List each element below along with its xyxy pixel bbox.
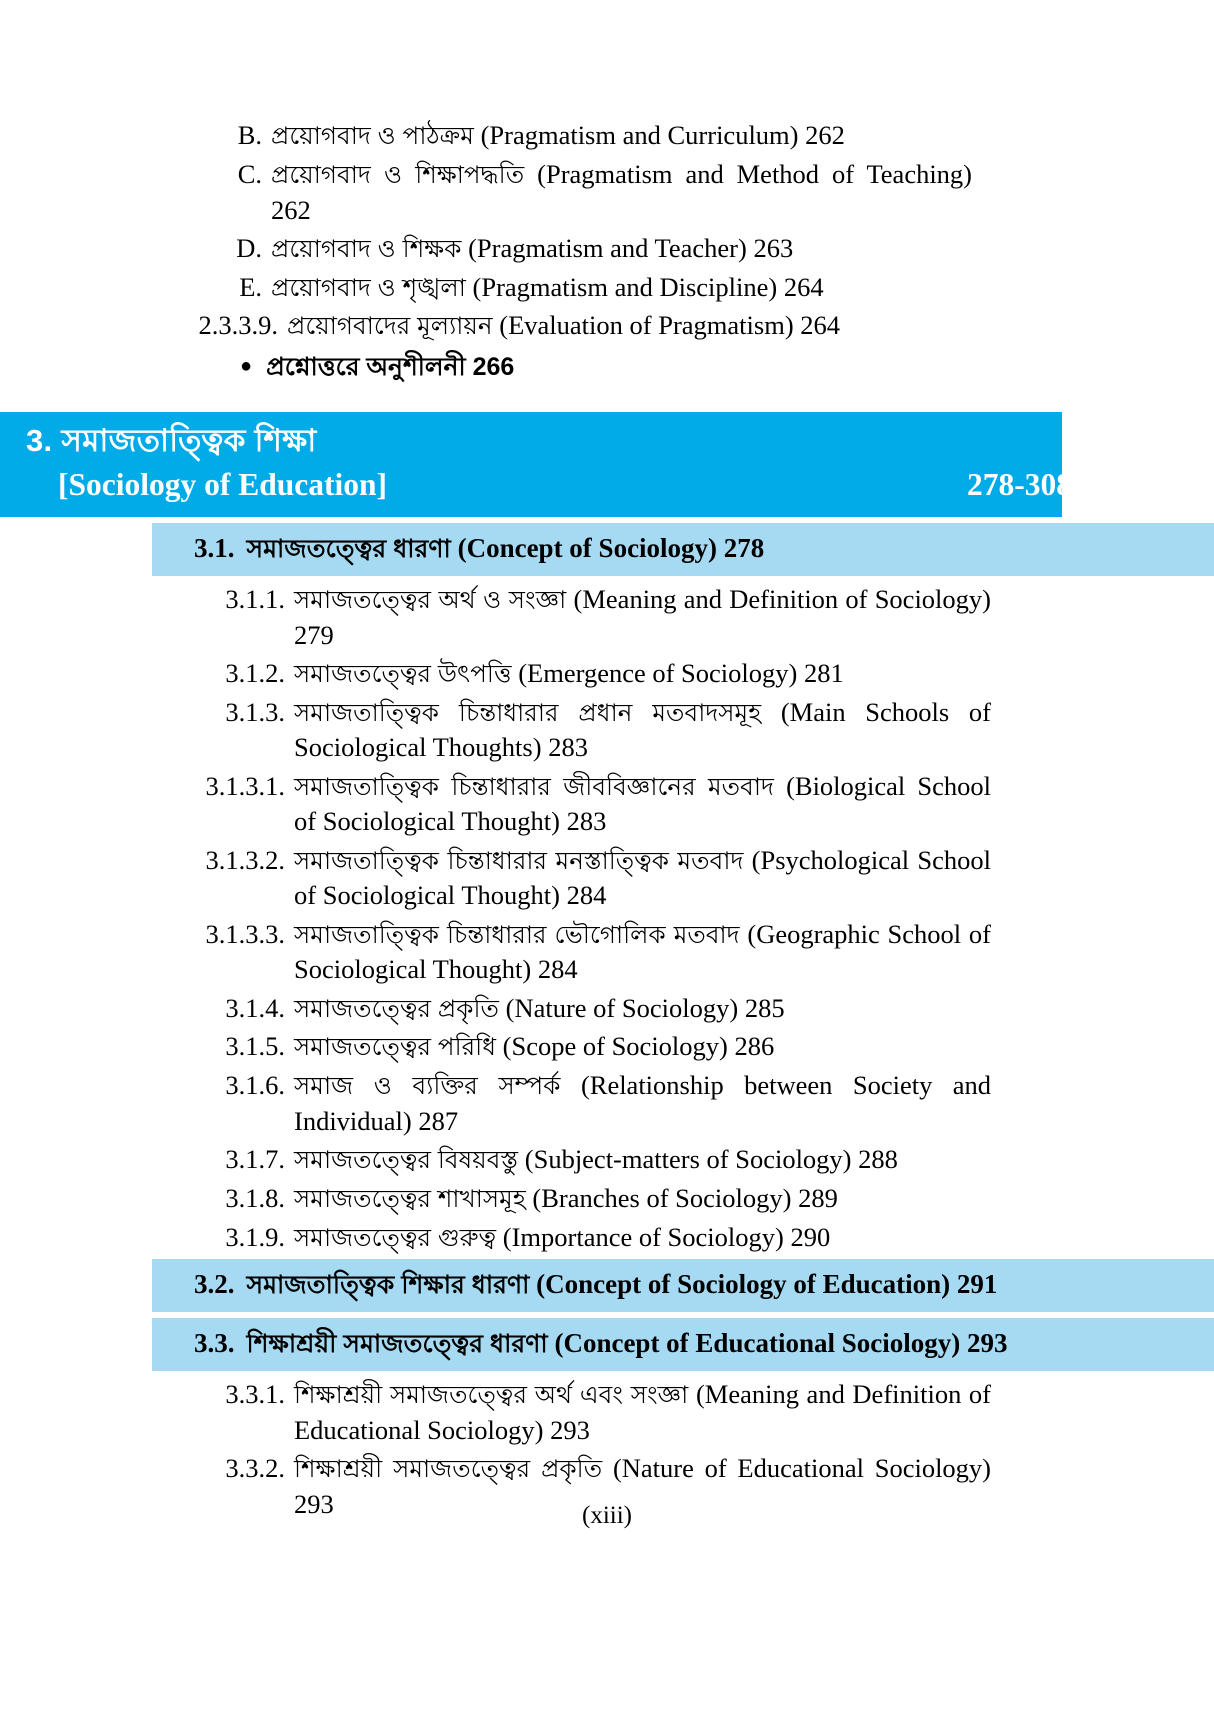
toc-entry-bengali: সমাজতাত্ত্বিক চিন্তাধারার জীববিজ্ঞানের মতবাদ bbox=[294, 773, 774, 801]
toc-entry-text bbox=[294, 1068, 1214, 1139]
toc-entry-text bbox=[294, 843, 1214, 914]
toc-entry-text bbox=[271, 231, 1214, 267]
toc-entry-english: (Psychological School of Sociological Thought) bbox=[294, 844, 992, 911]
chapter-page-range: 278-308 bbox=[967, 467, 1072, 503]
toc-entry[interactable] bbox=[0, 1068, 1214, 1139]
toc-entry-bengali: সমাজতত্ত্বের শাখাসমূহ bbox=[294, 1185, 526, 1213]
toc-entry-english: (Pragmatism and Discipline) bbox=[472, 271, 778, 302]
toc-entry-bengali: সমাজতত্ত্বের পরিধি bbox=[294, 1034, 497, 1062]
toc-entry-text bbox=[294, 991, 1214, 1027]
toc-entry-number: 3.1.3. bbox=[225, 696, 285, 727]
toc-entry-english: (Evaluation of Pragmatism) bbox=[499, 310, 794, 341]
toc-entry-bengali: প্রয়োগবাদের মূল্যায়ন bbox=[287, 313, 493, 341]
toc-entry-number: 3.1.5. bbox=[225, 1031, 285, 1062]
toc-entry-number: 3.1.6. bbox=[225, 1070, 285, 1101]
toc-entry-english: (Pragmatism and Curriculum) bbox=[480, 120, 799, 150]
toc-entry-page: 283 bbox=[566, 806, 607, 837]
toc-entry[interactable] bbox=[0, 1142, 1214, 1178]
toc-entry-page: 262 bbox=[805, 120, 845, 150]
section-number: 3.3. bbox=[194, 1328, 235, 1359]
section-english: (Concept of Educational Sociology) bbox=[554, 1328, 961, 1359]
toc-entry-english: (Importance of Sociology) bbox=[502, 1221, 784, 1252]
toc-entry-page: 262 bbox=[271, 194, 311, 225]
section-bengali: সমাজতাত্ত্বিক শিক্ষার ধারণা bbox=[246, 1271, 530, 1300]
toc-entry-bengali: সমাজতত্ত্বের অর্থ ও সংজ্ঞা bbox=[294, 586, 567, 614]
toc-entry-bengali: প্রয়োগবাদ ও শিক্ষক bbox=[271, 235, 462, 263]
toc-entry-page: 287 bbox=[418, 1105, 459, 1136]
toc-entry-bengali: সমাজতত্ত্বের গুরুত্ব bbox=[294, 1224, 497, 1252]
toc-entry-number: 3.1.4. bbox=[225, 992, 285, 1023]
toc-entry[interactable] bbox=[0, 308, 1214, 344]
section-text bbox=[247, 530, 1175, 567]
toc-entry-number: C. bbox=[237, 158, 262, 189]
toc-section-bar[interactable] bbox=[152, 1318, 1214, 1371]
toc-entry-number: 3.1.2. bbox=[225, 657, 285, 688]
toc-entry-number: 3.3.1. bbox=[225, 1378, 285, 1409]
toc-entry-number: 3.1.8. bbox=[225, 1182, 285, 1213]
toc-entry-page: 286 bbox=[734, 1031, 775, 1062]
toc-entry-page: 293 bbox=[294, 1488, 334, 1519]
toc-entry-text bbox=[294, 1142, 1214, 1178]
toc-entry-page: 284 bbox=[566, 880, 607, 911]
toc-entry-english: (Branches of Sociology) bbox=[532, 1182, 792, 1213]
toc-entry[interactable] bbox=[0, 1029, 1214, 1065]
toc-entry[interactable] bbox=[0, 270, 1214, 306]
toc-entry-number: B. bbox=[237, 120, 262, 150]
chapter-title-english: [Sociology of Education] bbox=[58, 467, 388, 503]
toc-entry-number: D. bbox=[236, 232, 262, 263]
toc-entry[interactable] bbox=[0, 1181, 1214, 1217]
section-number: 3.2. bbox=[194, 1269, 235, 1300]
toc-entry-english: (Nature of Sociology) bbox=[505, 992, 739, 1023]
toc-entry-page: 264 bbox=[783, 271, 824, 302]
toc-entry-bengali: সমাজতাত্ত্বিক চিন্তাধারার ভৌগোলিক মতবাদ bbox=[294, 921, 740, 949]
exercise-bullet-text: প্রশ্নোত্তরে অনুশীলনী 266 bbox=[266, 353, 515, 382]
toc-entry-number: 3.1.1. bbox=[225, 583, 285, 614]
toc-entry-page: 290 bbox=[790, 1221, 831, 1252]
toc-top-group bbox=[0, 118, 1214, 344]
toc-entry[interactable] bbox=[0, 656, 1214, 692]
section-text bbox=[247, 1266, 1175, 1303]
toc-entry-bengali: প্রয়োগবাদ ও শিক্ষাপদ্ধতি bbox=[271, 161, 525, 189]
toc-entry-page: 283 bbox=[548, 732, 588, 763]
section-text bbox=[247, 1325, 1175, 1362]
toc-entry-page: 284 bbox=[537, 954, 578, 985]
toc-entry-page: 264 bbox=[800, 310, 841, 341]
toc-entry-text bbox=[294, 695, 1214, 766]
toc-entry-number: E. bbox=[239, 271, 262, 302]
toc-entry-text bbox=[271, 118, 1214, 154]
toc-entry-english: (Biological School of Sociological Thought) bbox=[294, 770, 992, 837]
section-page: 293 bbox=[966, 1328, 1008, 1359]
toc-entry-number: 3.1.3.2. bbox=[205, 844, 285, 875]
toc-entry[interactable] bbox=[0, 843, 1214, 914]
toc-section-bar[interactable] bbox=[152, 523, 1214, 576]
section-english: (Concept of Sociology of Education) bbox=[536, 1269, 951, 1300]
toc-entry-text bbox=[294, 769, 1214, 840]
toc-entry-bengali: শিক্ষাশ্রয়ী সমাজতত্ত্বের প্রকৃতি bbox=[294, 1455, 603, 1483]
toc-entry-page: 285 bbox=[744, 992, 785, 1023]
toc-entry-page: 281 bbox=[804, 657, 844, 688]
toc-entry-bengali: সমাজতাত্ত্বিক চিন্তাধারার মনস্তাত্ত্বিক মতবাদ bbox=[294, 847, 744, 875]
exercise-bullet-line bbox=[0, 347, 1214, 390]
section-bengali: শিক্ষাশ্রয়ী সমাজতত্ত্বের ধারণা bbox=[246, 1330, 548, 1359]
toc-entry-text bbox=[271, 157, 1214, 228]
chapter-title-bengali: 3. সমাজতাত্ত্বিক শিক্ষা bbox=[26, 423, 317, 459]
section-english: (Concept of Sociology) bbox=[457, 533, 718, 564]
toc-entry-english: (Meaning and Definition of Educational Sociology) bbox=[294, 1378, 992, 1445]
toc-entry-number: 3.3.2. bbox=[225, 1452, 285, 1483]
toc-entry-page: 263 bbox=[753, 232, 794, 263]
toc-entry-english: (Meaning and Definition of Sociology) bbox=[573, 583, 991, 614]
toc-entry-text bbox=[294, 1181, 1214, 1217]
toc-entry-text bbox=[294, 656, 1214, 692]
toc-entry-bengali: প্রয়োগবাদ ও পাঠক্রম bbox=[271, 123, 474, 150]
toc-entry-number: 3.1.7. bbox=[225, 1144, 285, 1175]
chapter-3-contents bbox=[0, 523, 1214, 1522]
toc-entry-bengali: সমাজতত্ত্বের উৎপত্তি bbox=[294, 660, 512, 688]
toc-entry-english: (Pragmatism and Method of Teaching) bbox=[537, 158, 973, 189]
toc-entry[interactable] bbox=[0, 1220, 1214, 1256]
toc-entry-bengali: সমাজ ও ব্যক্তির সম্পর্ক bbox=[294, 1073, 561, 1101]
toc-entry-number: 3.1.9. bbox=[225, 1221, 285, 1252]
toc-entry-english: (Main Schools of Sociological Thoughts) bbox=[294, 696, 991, 763]
chapter-banner bbox=[0, 412, 1072, 517]
toc-entry-page: 289 bbox=[798, 1182, 838, 1213]
toc-entry[interactable] bbox=[0, 991, 1214, 1027]
toc-entry-text bbox=[294, 917, 1214, 988]
toc-entry[interactable] bbox=[0, 231, 1214, 267]
toc-entry-english: (Subject-matters of Sociology) bbox=[524, 1144, 852, 1175]
toc-section-bar[interactable] bbox=[152, 1259, 1214, 1312]
toc-entry-text bbox=[294, 582, 1214, 653]
toc-entry-english: (Scope of Sociology) bbox=[502, 1031, 728, 1062]
toc-entry[interactable] bbox=[0, 157, 1214, 228]
toc-entry-page: 293 bbox=[550, 1414, 590, 1445]
toc-entry-number: 3.1.3.3. bbox=[205, 918, 285, 949]
toc-entry-number: 2.3.3.9. bbox=[198, 310, 278, 341]
toc-entry-number: 3.1.3.1. bbox=[205, 770, 285, 801]
toc-entry[interactable] bbox=[0, 582, 1214, 653]
toc-entry[interactable] bbox=[0, 118, 1214, 154]
toc-entry-text bbox=[294, 1220, 1214, 1256]
toc-entry[interactable] bbox=[0, 769, 1214, 840]
toc-entry-english: (Emergence of Sociology) bbox=[518, 657, 798, 688]
toc-entry-bengali: সমাজতাত্ত্বিক চিন্তাধারার প্রধান মতবাদসমূহ bbox=[294, 699, 762, 727]
toc-entry[interactable] bbox=[0, 695, 1214, 766]
toc-entry[interactable] bbox=[0, 917, 1214, 988]
toc-entry-bengali: শিক্ষাশ্রয়ী সমাজতত্ত্বের অর্থ এবং সংজ্ঞা bbox=[294, 1381, 689, 1409]
toc-entry[interactable] bbox=[0, 1377, 1214, 1448]
bullet-dot-icon: ● bbox=[240, 355, 253, 378]
section-number: 3.1. bbox=[194, 533, 235, 564]
toc-entry-text bbox=[287, 308, 1214, 344]
toc-entry-text bbox=[271, 270, 1214, 306]
section-bengali: সমাজতত্ত্বের ধারণা bbox=[246, 535, 451, 564]
toc-entry-page: 279 bbox=[294, 619, 334, 650]
page-folio: (xiii) bbox=[582, 1502, 632, 1529]
toc-entry-page: 288 bbox=[858, 1144, 898, 1175]
section-page: 291 bbox=[956, 1269, 998, 1300]
toc-entry-english: (Relationship between Society and Individual) bbox=[294, 1070, 991, 1136]
section-page: 278 bbox=[723, 533, 765, 564]
toc-entry-text bbox=[294, 1377, 1214, 1448]
toc-entry-english: (Nature of Educational Sociology) bbox=[612, 1452, 992, 1483]
toc-entry-english: (Geographic School of Sociological Thought) bbox=[294, 918, 991, 985]
toc-entry-bengali: সমাজতত্ত্বের বিষয়বস্তু bbox=[294, 1147, 519, 1175]
toc-entry-bengali: সমাজতত্ত্বের প্রকৃতি bbox=[294, 995, 499, 1023]
toc-entry-bengali: প্রয়োগবাদ ও শৃঙ্খলা bbox=[271, 274, 466, 302]
toc-entry-text bbox=[294, 1029, 1214, 1065]
toc-entry-english: (Pragmatism and Teacher) bbox=[468, 232, 747, 263]
